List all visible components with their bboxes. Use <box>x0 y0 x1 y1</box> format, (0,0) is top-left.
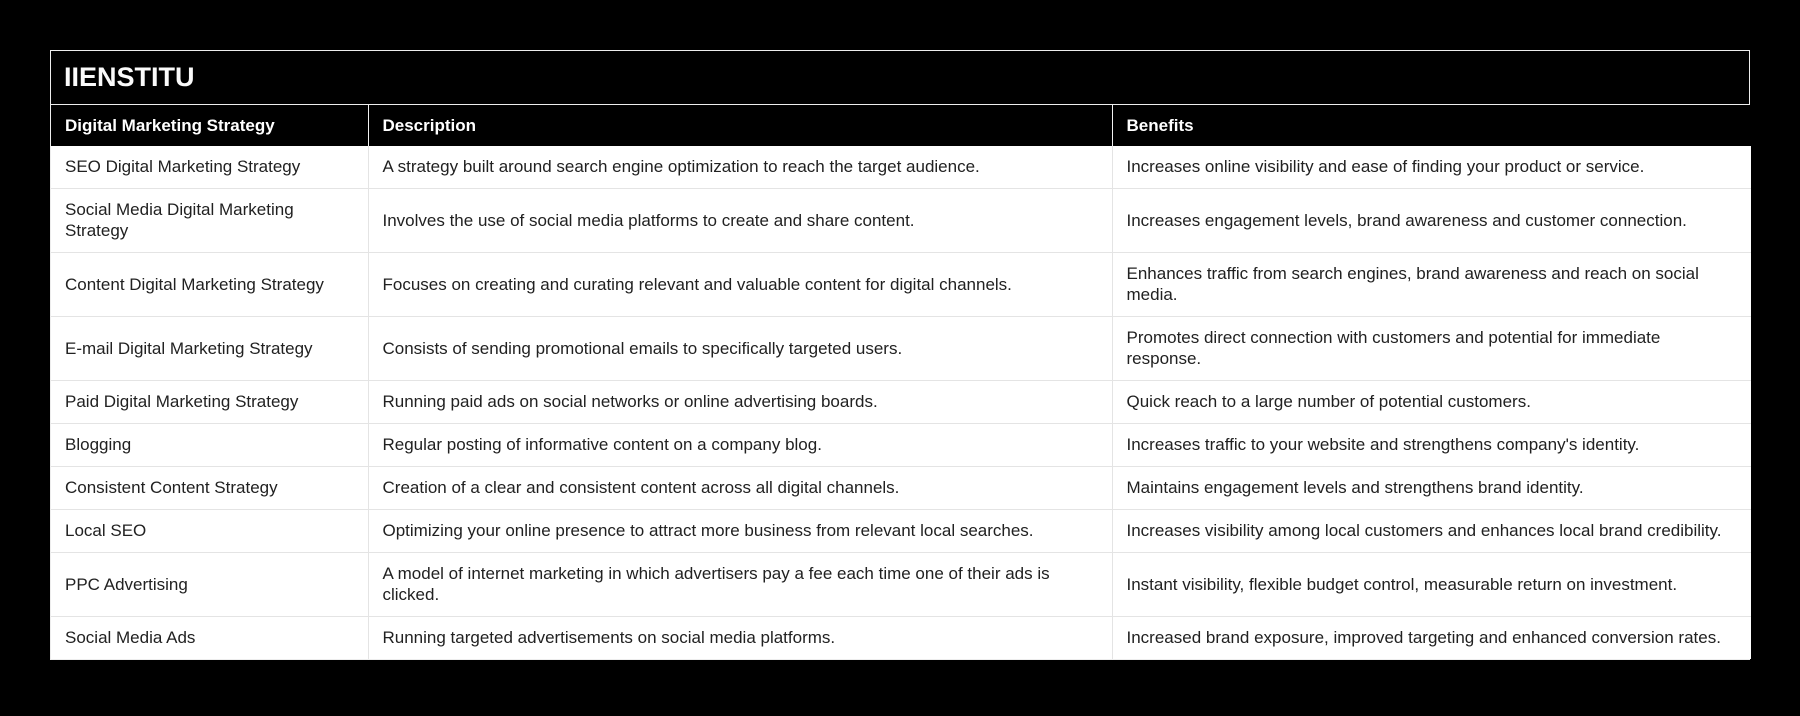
cell-strategy: Consistent Content Strategy <box>51 467 368 510</box>
cell-benefits: Increases engagement levels, brand awareness and customer connection. <box>1112 189 1751 253</box>
table-row <box>51 253 1751 317</box>
table-row <box>51 467 1751 510</box>
cell-strategy: Paid Digital Marketing Strategy <box>51 381 368 424</box>
cell-strategy: Content Digital Marketing Strategy <box>51 253 368 317</box>
cell-benefits: Increases visibility among local customers and enhances local brand credibility. <box>1112 510 1751 553</box>
cell-description: Consists of sending promotional emails to specifically targeted users. <box>368 317 1112 381</box>
cell-strategy: Social Media Ads <box>51 617 368 660</box>
cell-description: Focuses on creating and curating relevant and valuable content for digital channels. <box>368 253 1112 317</box>
cell-description: Running targeted advertisements on social media platforms. <box>368 617 1112 660</box>
cell-description: Regular posting of informative content on a company blog. <box>368 424 1112 467</box>
cell-benefits: Quick reach to a large number of potential customers. <box>1112 381 1751 424</box>
marketing-strategies-panel <box>50 50 1750 660</box>
cell-benefits: Increases online visibility and ease of finding your product or service. <box>1112 146 1751 189</box>
cell-description: Involves the use of social media platforms to create and share content. <box>368 189 1112 253</box>
cell-strategy: E-mail Digital Marketing Strategy <box>51 317 368 381</box>
cell-benefits: Promotes direct connection with customers and potential for immediate response. <box>1112 317 1751 381</box>
table-row <box>51 317 1751 381</box>
table-row <box>51 189 1751 253</box>
table-header-row <box>51 105 1751 146</box>
table-row <box>51 381 1751 424</box>
cell-strategy: Blogging <box>51 424 368 467</box>
table-row <box>51 146 1751 189</box>
table-row <box>51 553 1751 617</box>
cell-benefits: Instant visibility, flexible budget control, measurable return on investment. <box>1112 553 1751 617</box>
cell-description: Running paid ads on social networks or online advertising boards. <box>368 381 1112 424</box>
column-header-description: Description <box>368 105 1112 146</box>
cell-description: Creation of a clear and consistent content across all digital channels. <box>368 467 1112 510</box>
table-row <box>51 424 1751 467</box>
brand-title: IIENSTITU <box>51 51 1749 105</box>
table-row <box>51 617 1751 660</box>
cell-description: Optimizing your online presence to attract more business from relevant local searches. <box>368 510 1112 553</box>
table-row <box>51 510 1751 553</box>
cell-strategy: SEO Digital Marketing Strategy <box>51 146 368 189</box>
column-header-benefits: Benefits <box>1112 105 1751 146</box>
cell-strategy: PPC Advertising <box>51 553 368 617</box>
cell-description: A strategy built around search engine optimization to reach the target audience. <box>368 146 1112 189</box>
strategy-table <box>51 105 1751 659</box>
cell-benefits: Increased brand exposure, improved targeting and enhanced conversion rates. <box>1112 617 1751 660</box>
cell-strategy: Social Media Digital Marketing Strategy <box>51 189 368 253</box>
cell-benefits: Maintains engagement levels and strengthens brand identity. <box>1112 467 1751 510</box>
cell-description: A model of internet marketing in which advertisers pay a fee each time one of their ads is clicked. <box>368 553 1112 617</box>
column-header-strategy: Digital Marketing Strategy <box>51 105 368 146</box>
cell-benefits: Increases traffic to your website and strengthens company's identity. <box>1112 424 1751 467</box>
cell-strategy: Local SEO <box>51 510 368 553</box>
cell-benefits: Enhances traffic from search engines, brand awareness and reach on social media. <box>1112 253 1751 317</box>
